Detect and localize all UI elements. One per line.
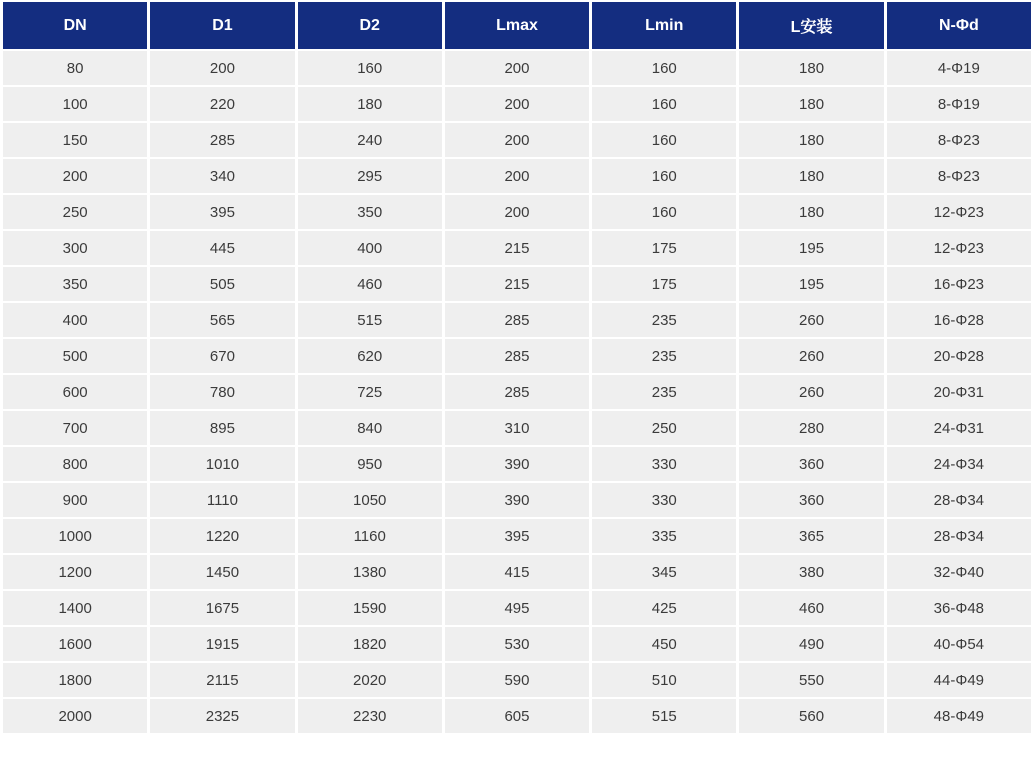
- table-cell: 150: [3, 123, 147, 157]
- table-cell: 550: [739, 663, 883, 697]
- table-cell: 310: [445, 411, 589, 445]
- table-cell: 380: [739, 555, 883, 589]
- table-cell: 460: [298, 267, 442, 301]
- table-cell: 36-Φ48: [887, 591, 1031, 625]
- table-cell: 285: [445, 339, 589, 373]
- table-cell: 235: [592, 339, 736, 373]
- table-cell: 350: [298, 195, 442, 229]
- table-cell: 16-Φ23: [887, 267, 1031, 301]
- table-cell: 220: [150, 87, 294, 121]
- table-cell: 300: [3, 231, 147, 265]
- table-cell: 285: [445, 375, 589, 409]
- table-cell: 840: [298, 411, 442, 445]
- table-cell: 360: [739, 483, 883, 517]
- header-row: [3, 2, 1031, 49]
- table-cell: 16-Φ28: [887, 303, 1031, 337]
- table-cell: 200: [3, 159, 147, 193]
- table-cell: 160: [592, 195, 736, 229]
- table-row: [3, 375, 1031, 409]
- table-cell: 2000: [3, 699, 147, 733]
- table-cell: 330: [592, 483, 736, 517]
- table-cell: 700: [3, 411, 147, 445]
- table-cell: 2230: [298, 699, 442, 733]
- table-cell: 200: [445, 87, 589, 121]
- table-cell: 180: [739, 195, 883, 229]
- table-row: [3, 123, 1031, 157]
- table-row: [3, 627, 1031, 661]
- table-cell: 200: [445, 159, 589, 193]
- table-cell: 505: [150, 267, 294, 301]
- table-cell: 12-Φ23: [887, 231, 1031, 265]
- table-cell: 160: [592, 51, 736, 85]
- table-cell: 48-Φ49: [887, 699, 1031, 733]
- table-cell: 280: [739, 411, 883, 445]
- table-cell: 670: [150, 339, 294, 373]
- table-cell: 8-Φ23: [887, 159, 1031, 193]
- column-header-4: Lmin: [592, 2, 736, 49]
- table-cell: 1915: [150, 627, 294, 661]
- table-cell: 2115: [150, 663, 294, 697]
- column-header-6: N-Φd: [887, 2, 1031, 49]
- table-cell: 260: [739, 339, 883, 373]
- table-cell: 1450: [150, 555, 294, 589]
- table-cell: 200: [445, 51, 589, 85]
- table-row: [3, 447, 1031, 481]
- table-cell: 725: [298, 375, 442, 409]
- table-cell: 1675: [150, 591, 294, 625]
- table-cell: 195: [739, 231, 883, 265]
- table-cell: 350: [3, 267, 147, 301]
- table-cell: 340: [150, 159, 294, 193]
- table-cell: 32-Φ40: [887, 555, 1031, 589]
- table-cell: 1380: [298, 555, 442, 589]
- column-header-3: Lmax: [445, 2, 589, 49]
- table-cell: 400: [3, 303, 147, 337]
- table-cell: 160: [592, 123, 736, 157]
- table-cell: 1160: [298, 519, 442, 553]
- table-cell: 200: [445, 195, 589, 229]
- table-row: [3, 591, 1031, 625]
- table-row: [3, 663, 1031, 697]
- table-cell: 515: [298, 303, 442, 337]
- table-cell: 1200: [3, 555, 147, 589]
- table-cell: 400: [298, 231, 442, 265]
- table-cell: 330: [592, 447, 736, 481]
- table-cell: 175: [592, 231, 736, 265]
- table-cell: 605: [445, 699, 589, 733]
- table-cell: 160: [592, 159, 736, 193]
- table-cell: 20-Φ31: [887, 375, 1031, 409]
- table-cell: 160: [592, 87, 736, 121]
- table-row: [3, 51, 1031, 85]
- table-row: [3, 483, 1031, 517]
- table-cell: 390: [445, 447, 589, 481]
- table-cell: 8-Φ23: [887, 123, 1031, 157]
- table-cell: 1600: [3, 627, 147, 661]
- table-cell: 2020: [298, 663, 442, 697]
- table-cell: 180: [298, 87, 442, 121]
- table-cell: 44-Φ49: [887, 663, 1031, 697]
- table-cell: 425: [592, 591, 736, 625]
- table-cell: 180: [739, 123, 883, 157]
- column-header-0: DN: [3, 2, 147, 49]
- table-cell: 250: [592, 411, 736, 445]
- table-cell: 100: [3, 87, 147, 121]
- table-cell: 445: [150, 231, 294, 265]
- table-cell: 180: [739, 51, 883, 85]
- table-cell: 415: [445, 555, 589, 589]
- table-cell: 530: [445, 627, 589, 661]
- table-cell: 1820: [298, 627, 442, 661]
- table-cell: 175: [592, 267, 736, 301]
- table-cell: 895: [150, 411, 294, 445]
- table-cell: 345: [592, 555, 736, 589]
- table-cell: 4-Φ19: [887, 51, 1031, 85]
- table-cell: 2325: [150, 699, 294, 733]
- table-row: [3, 231, 1031, 265]
- table-cell: 20-Φ28: [887, 339, 1031, 373]
- table-cell: 900: [3, 483, 147, 517]
- table-row: [3, 303, 1031, 337]
- table-cell: 295: [298, 159, 442, 193]
- table-cell: 500: [3, 339, 147, 373]
- column-header-2: D2: [298, 2, 442, 49]
- table-cell: 780: [150, 375, 294, 409]
- table-cell: 260: [739, 375, 883, 409]
- table-cell: 285: [150, 123, 294, 157]
- table-cell: 600: [3, 375, 147, 409]
- table-cell: 560: [739, 699, 883, 733]
- table-cell: 515: [592, 699, 736, 733]
- table-cell: 510: [592, 663, 736, 697]
- table-cell: 200: [445, 123, 589, 157]
- table-cell: 8-Φ19: [887, 87, 1031, 121]
- table-cell: 950: [298, 447, 442, 481]
- table-cell: 1800: [3, 663, 147, 697]
- table-cell: 24-Φ31: [887, 411, 1031, 445]
- table-cell: 1400: [3, 591, 147, 625]
- table-cell: 360: [739, 447, 883, 481]
- table-cell: 620: [298, 339, 442, 373]
- table-cell: 395: [150, 195, 294, 229]
- table-cell: 215: [445, 231, 589, 265]
- table-cell: 495: [445, 591, 589, 625]
- table-cell: 160: [298, 51, 442, 85]
- table-cell: 1000: [3, 519, 147, 553]
- table-cell: 180: [739, 159, 883, 193]
- table-cell: 390: [445, 483, 589, 517]
- table-cell: 250: [3, 195, 147, 229]
- table-row: [3, 519, 1031, 553]
- column-header-5: L安装: [739, 2, 883, 49]
- table-cell: 28-Φ34: [887, 483, 1031, 517]
- table-cell: 1590: [298, 591, 442, 625]
- table-cell: 565: [150, 303, 294, 337]
- table-cell: 200: [150, 51, 294, 85]
- column-header-1: D1: [150, 2, 294, 49]
- table-cell: 235: [592, 375, 736, 409]
- table-head: [3, 2, 1031, 49]
- table-cell: 1220: [150, 519, 294, 553]
- table-cell: 590: [445, 663, 589, 697]
- table-row: [3, 87, 1031, 121]
- table-row: [3, 699, 1031, 733]
- table-cell: 365: [739, 519, 883, 553]
- table-row: [3, 267, 1031, 301]
- table-row: [3, 411, 1031, 445]
- table-cell: 1010: [150, 447, 294, 481]
- table-row: [3, 339, 1031, 373]
- table-cell: 180: [739, 87, 883, 121]
- table-cell: 12-Φ23: [887, 195, 1031, 229]
- table-cell: 235: [592, 303, 736, 337]
- table-cell: 285: [445, 303, 589, 337]
- table-cell: 1050: [298, 483, 442, 517]
- table-cell: 460: [739, 591, 883, 625]
- table-cell: 1110: [150, 483, 294, 517]
- table-cell: 335: [592, 519, 736, 553]
- table-cell: 215: [445, 267, 589, 301]
- table-row: [3, 555, 1031, 589]
- table-cell: 240: [298, 123, 442, 157]
- table-cell: 490: [739, 627, 883, 661]
- table-cell: 450: [592, 627, 736, 661]
- table-cell: 260: [739, 303, 883, 337]
- table-cell: 24-Φ34: [887, 447, 1031, 481]
- table-cell: 800: [3, 447, 147, 481]
- table-cell: 40-Φ54: [887, 627, 1031, 661]
- table-cell: 195: [739, 267, 883, 301]
- table-cell: 28-Φ34: [887, 519, 1031, 553]
- table-body: [3, 51, 1031, 733]
- table-cell: 80: [3, 51, 147, 85]
- table-row: [3, 159, 1031, 193]
- table-cell: 395: [445, 519, 589, 553]
- table-row: [3, 195, 1031, 229]
